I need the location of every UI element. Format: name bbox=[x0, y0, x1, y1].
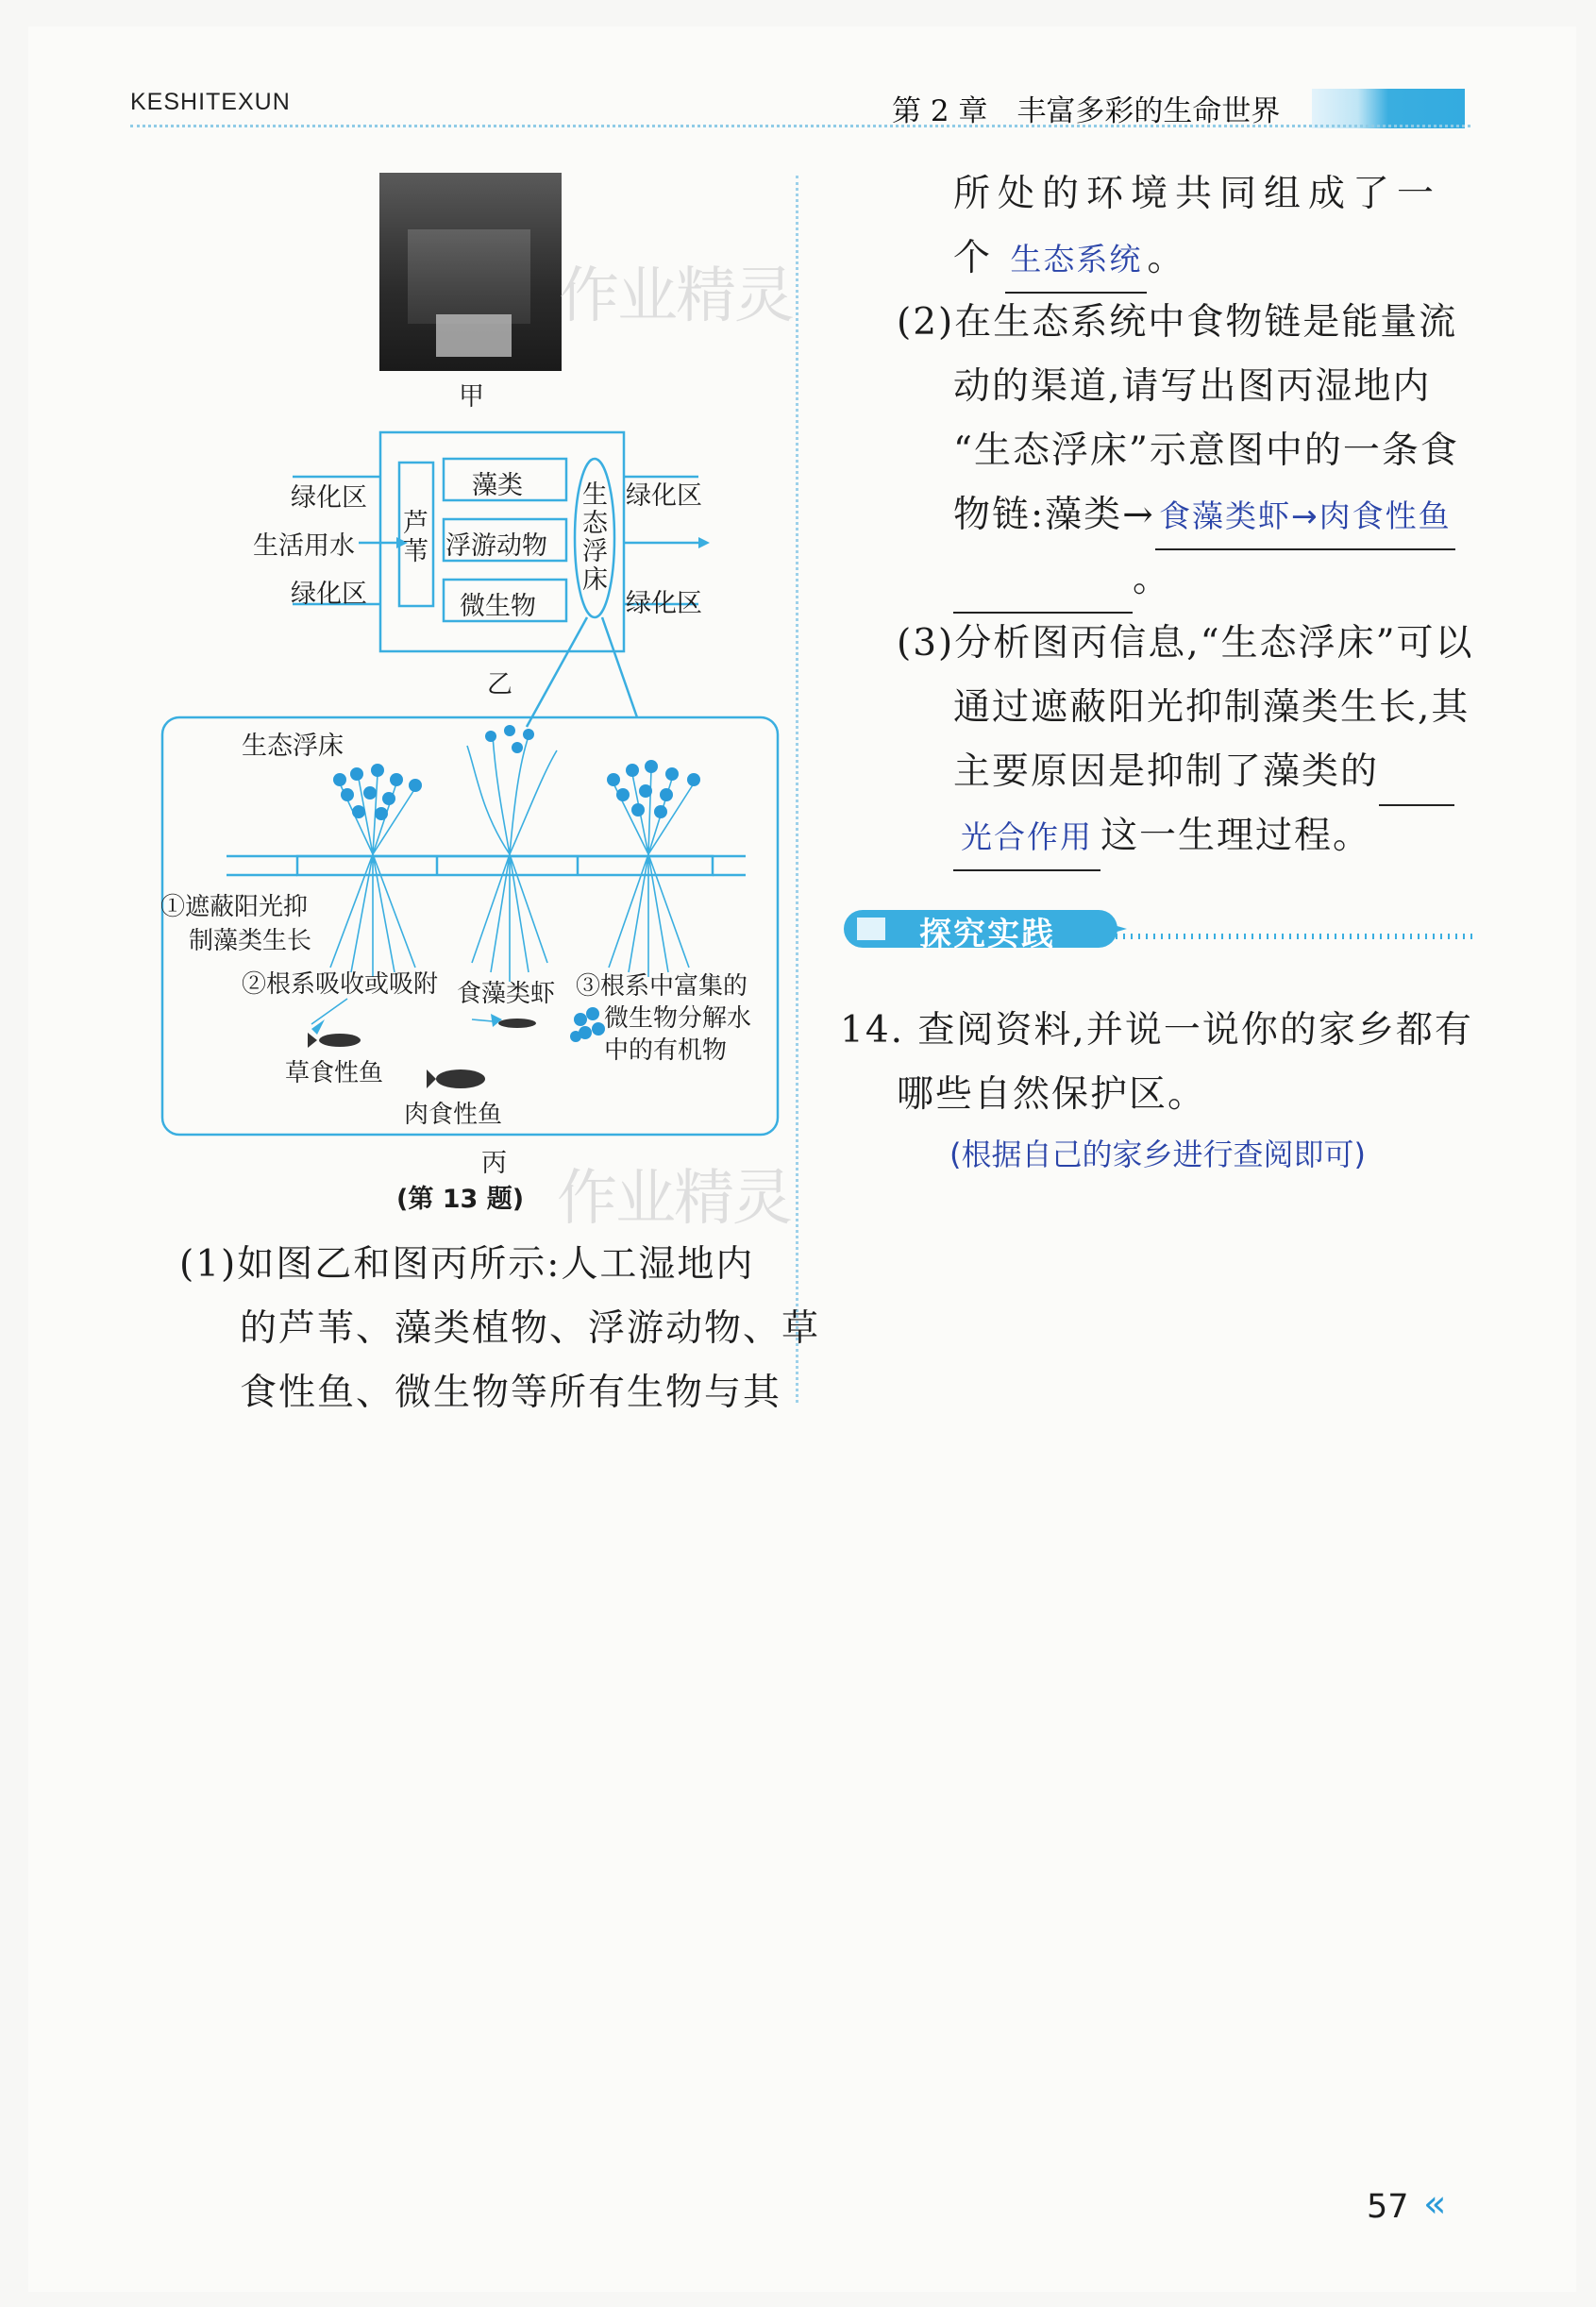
figure-label-jia: 甲 bbox=[459, 382, 484, 412]
answer-photosynthesis: 光合作用 bbox=[961, 818, 1093, 855]
wetland-photo bbox=[379, 173, 562, 371]
q13-p3-line3: 主要原因是抑制了藻类的 bbox=[953, 740, 1454, 806]
yi-plankton: 浮游动物 bbox=[445, 531, 547, 561]
yi-microbe: 微生物 bbox=[460, 592, 536, 621]
q14-answer: (根据自己的家乡进行查阅即可) bbox=[949, 1137, 1366, 1172]
q13-p2-line2: 动的渠道,请写出图丙湿地内 bbox=[953, 365, 1432, 408]
bing-note1a: ①遮蔽阳光抑 bbox=[160, 893, 309, 921]
yi-algae: 藻类 bbox=[472, 471, 523, 500]
brand-text: KESHITEXUN bbox=[130, 89, 291, 115]
q13-p2-line5: 。 bbox=[953, 547, 1171, 614]
bing-herb-fish: 草食性鱼 bbox=[285, 1059, 384, 1087]
figure-label-bing: 丙 bbox=[481, 1149, 507, 1178]
answer-food-chain: 食藻类虾→肉食性鱼 bbox=[1159, 497, 1452, 534]
figure-label-yi: 乙 bbox=[487, 670, 512, 699]
q13-p1-line4: 所处的环境共同组成了一 bbox=[953, 173, 1442, 215]
q13-p1-line5: 个 生态系统 。 bbox=[953, 227, 1185, 294]
q13-p1-line2: 的芦苇、藻类植物、浮游动物、草 bbox=[240, 1307, 821, 1350]
bing-note3a: ③根系中富集的 bbox=[576, 972, 748, 1001]
q13-p2-line1: (2)在生态系统中食物链是能量流 bbox=[897, 301, 1458, 344]
bing-note3c: 中的有机物 bbox=[604, 1036, 728, 1065]
bing-note2: ②根系吸收或吸附 bbox=[242, 970, 439, 999]
yi-right-bot: 绿化区 bbox=[626, 589, 702, 618]
figure-caption: (第 13 题) bbox=[396, 1185, 525, 1214]
q13-p2-line4: 物链:藻类→ 食藻类虾→肉食性鱼 bbox=[953, 483, 1455, 550]
section-title: 探究实践 bbox=[919, 916, 1055, 953]
yi-left-bot: 绿化区 bbox=[291, 580, 367, 609]
q13-p1-line1: (1)如图乙和图丙所示:人工湿地内 bbox=[179, 1243, 755, 1286]
q13-p3-line2: 通过遮蔽阳光抑制藻类生长,其 bbox=[953, 686, 1470, 729]
yi-right-top: 绿化区 bbox=[626, 481, 702, 511]
q13-p1-line3: 食性鱼、微生物等所有生物与其 bbox=[240, 1372, 782, 1414]
bing-carn-fish: 肉食性鱼 bbox=[404, 1101, 503, 1129]
q13-p3-line4: 光合作用 这一生理过程。 bbox=[953, 804, 1371, 871]
header-color-bar bbox=[1312, 89, 1465, 128]
yi-reed: 芦苇 bbox=[403, 509, 428, 566]
q14-line2: 哪些自然保护区。 bbox=[897, 1073, 1207, 1116]
watermark: 作业精灵 bbox=[559, 261, 793, 331]
watermark-2: 作业精灵 bbox=[557, 1164, 791, 1234]
bing-note3b: 微生物分解水 bbox=[604, 1004, 752, 1033]
column-divider bbox=[796, 176, 798, 1403]
bing-shrimp: 食藻类虾 bbox=[457, 980, 556, 1008]
yi-left-mid: 生活用水 bbox=[253, 531, 355, 561]
yi-left-top: 绿化区 bbox=[291, 483, 367, 513]
chapter-title: 第 2 章 丰富多彩的生命世界 bbox=[892, 94, 1281, 128]
section-banner bbox=[844, 902, 1486, 959]
answer-ecosystem: 生态系统 bbox=[1010, 241, 1143, 278]
bing-note1b: 制藻类生长 bbox=[189, 927, 312, 955]
double-chevron-left-icon: « bbox=[1423, 2182, 1447, 2226]
q14-line1: 14. 查阅资料,并说一说你的家乡都有 bbox=[840, 1009, 1473, 1052]
page-number: 57 bbox=[1367, 2188, 1409, 2226]
q13-p3-line1: (3)分析图丙信息,“生态浮床”可以 bbox=[897, 622, 1474, 665]
bing-float-bed: 生态浮床 bbox=[242, 732, 344, 761]
q13-p2-line3: “生态浮床”示意图中的一条食 bbox=[953, 429, 1459, 472]
yi-float-bed: 生态浮床 bbox=[582, 480, 608, 595]
header-divider bbox=[130, 125, 1470, 127]
